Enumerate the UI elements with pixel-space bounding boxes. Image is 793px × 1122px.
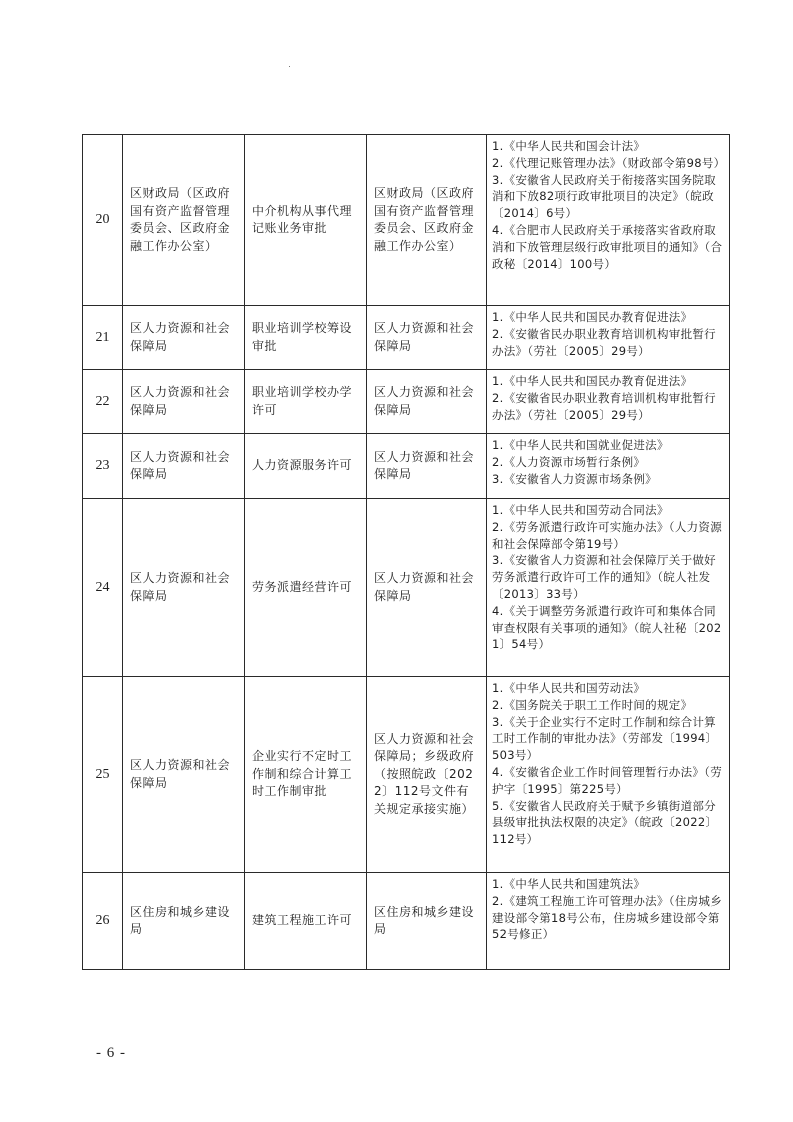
legal-basis-cell — [487, 434, 730, 499]
legal-basis-item: 4.《关于调整劳务派遣行政许可和集体合同审查权限有关事项的通知》（皖人社秘〔2021〕54号） — [492, 603, 722, 652]
legal-basis-item: 1.《中华人民共和国就业促进法》 — [492, 438, 669, 452]
legal-basis-item: 2.《国务院关于职工工作时间的规定》 — [492, 697, 693, 712]
table-row — [83, 499, 730, 677]
row-number: 26 — [83, 873, 123, 970]
row-number: 22 — [83, 370, 123, 434]
implementing-body-cell: 区人力资源和社会保障局；乡级政府（按照皖政〔2022〕112号文件有关规定承接实施） — [367, 677, 487, 873]
legal-basis-cell — [487, 677, 730, 873]
department-cell: 区人力资源和社会保障局 — [123, 434, 245, 499]
approval-item-cell: 职业培训学校筹设审批 — [245, 306, 367, 370]
table-row — [83, 434, 730, 499]
implementing-body-cell: 区财政局（区政府国有资产监督管理委员会、区政府金融工作办公室） — [367, 135, 487, 306]
approval-item-cell: 中介机构从事代理记账业务审批 — [245, 135, 367, 306]
legal-basis-item: 2.《代理记账管理办法》（财政部令第98号） — [492, 155, 726, 170]
legal-basis-cell — [487, 306, 730, 370]
department-cell: 区财政局（区政府国有资产监督管理委员会、区政府金融工作办公室） — [123, 135, 245, 306]
legal-basis-item: 3.《安徽省人民政府关于衔接落实国务院取消和下放82项行政审批项目的决定》（皖政〔2014〕6号） — [492, 172, 716, 221]
legal-basis-item: 3.《安徽省人力资源市场条例》 — [492, 471, 657, 486]
row-number: 20 — [83, 135, 123, 306]
legal-basis-item: 2.《安徽省民办职业教育培训机构审批暂行办法》（劳社〔2005〕29号） — [492, 390, 716, 422]
approval-item-cell: 企业实行不定时工作制和综合计算工时工作制审批 — [245, 677, 367, 873]
legal-basis-item: 2.《建筑工程施工许可管理办法》（住房城乡建设部令第18号公布，住房城乡建设部令第52号修正） — [492, 893, 723, 942]
page-number: - 6 - — [96, 1045, 126, 1061]
implementing-body-cell: 区人力资源和社会保障局 — [367, 499, 487, 677]
implementing-body-cell: 区人力资源和社会保障局 — [367, 434, 487, 499]
legal-basis-item: 2.《安徽省民办职业教育培训机构审批暂行办法》（劳社〔2005〕29号） — [492, 326, 716, 358]
table-row — [83, 135, 730, 306]
legal-basis-item: 1.《中华人民共和国民办教育促进法》 — [492, 310, 693, 324]
row-number: 25 — [83, 677, 123, 873]
legal-basis-item: 1.《中华人民共和国劳动合同法》 — [492, 503, 669, 517]
legal-basis-item: 2.《劳务派遣行政许可实施办法》（人力资源和社会保障部令第19号） — [492, 519, 723, 551]
approval-item-cell: 建筑工程施工许可 — [245, 873, 367, 970]
legal-basis-item: 1.《中华人民共和国民办教育促进法》 — [492, 374, 693, 388]
legal-basis-cell — [487, 370, 730, 434]
legal-basis-item: 4.《合肥市人民政府关于承接落实省政府取消和下放管理层级行政审批项目的通知》（合政秘〔2014〕100号） — [492, 222, 723, 271]
scan-speck — [289, 66, 290, 67]
approval-item-cell: 劳务派遣经营许可 — [245, 499, 367, 677]
legal-basis-item: 2.《人力资源市场暂行条例》 — [492, 454, 646, 469]
department-cell: 区人力资源和社会保障局 — [123, 677, 245, 873]
legal-basis-item: 3.《关于企业实行不定时工作制和综合计算工时工作制的审批办法》（劳部发〔1994〕503号） — [492, 714, 718, 763]
row-number: 24 — [83, 499, 123, 677]
legal-basis-item: 4.《安徽省企业工作时间管理暂行办法》（劳护字〔1995〕第225号） — [492, 764, 723, 796]
table-row — [83, 370, 730, 434]
implementing-body-cell: 区人力资源和社会保障局 — [367, 306, 487, 370]
legal-basis-item: 1.《中华人民共和国劳动法》 — [492, 681, 646, 695]
row-number: 21 — [83, 306, 123, 370]
legal-basis-item: 1.《中华人民共和国建筑法》 — [492, 877, 646, 891]
implementing-body-cell: 区住房和城乡建设局 — [367, 873, 487, 970]
legal-basis-item: 3.《安徽省人力资源和社会保障厅关于做好劳务派遣行政许可工作的通知》（皖人社发〔2013〕33号） — [492, 553, 716, 601]
legal-basis-cell — [487, 135, 730, 306]
approval-items-table — [82, 134, 730, 970]
table-row — [83, 873, 730, 970]
approval-item-cell: 人力资源服务许可 — [245, 434, 367, 499]
department-cell: 区人力资源和社会保障局 — [123, 370, 245, 434]
department-cell: 区人力资源和社会保障局 — [123, 306, 245, 370]
table-row — [83, 677, 730, 873]
legal-basis-cell — [487, 873, 730, 970]
legal-basis-cell — [487, 499, 730, 677]
legal-basis-item: 5.《安徽省人民政府关于赋予乡镇街道部分县级审批执法权限的决定》（皖政〔2022〕112号） — [492, 798, 718, 847]
implementing-body-cell: 区人力资源和社会保障局 — [367, 370, 487, 434]
table-row — [83, 306, 730, 370]
department-cell: 区人力资源和社会保障局 — [123, 499, 245, 677]
approval-item-cell: 职业培训学校办学许可 — [245, 370, 367, 434]
row-number: 23 — [83, 434, 123, 499]
department-cell: 区住房和城乡建设局 — [123, 873, 245, 970]
legal-basis-item: 1.《中华人民共和国会计法》 — [492, 139, 646, 153]
